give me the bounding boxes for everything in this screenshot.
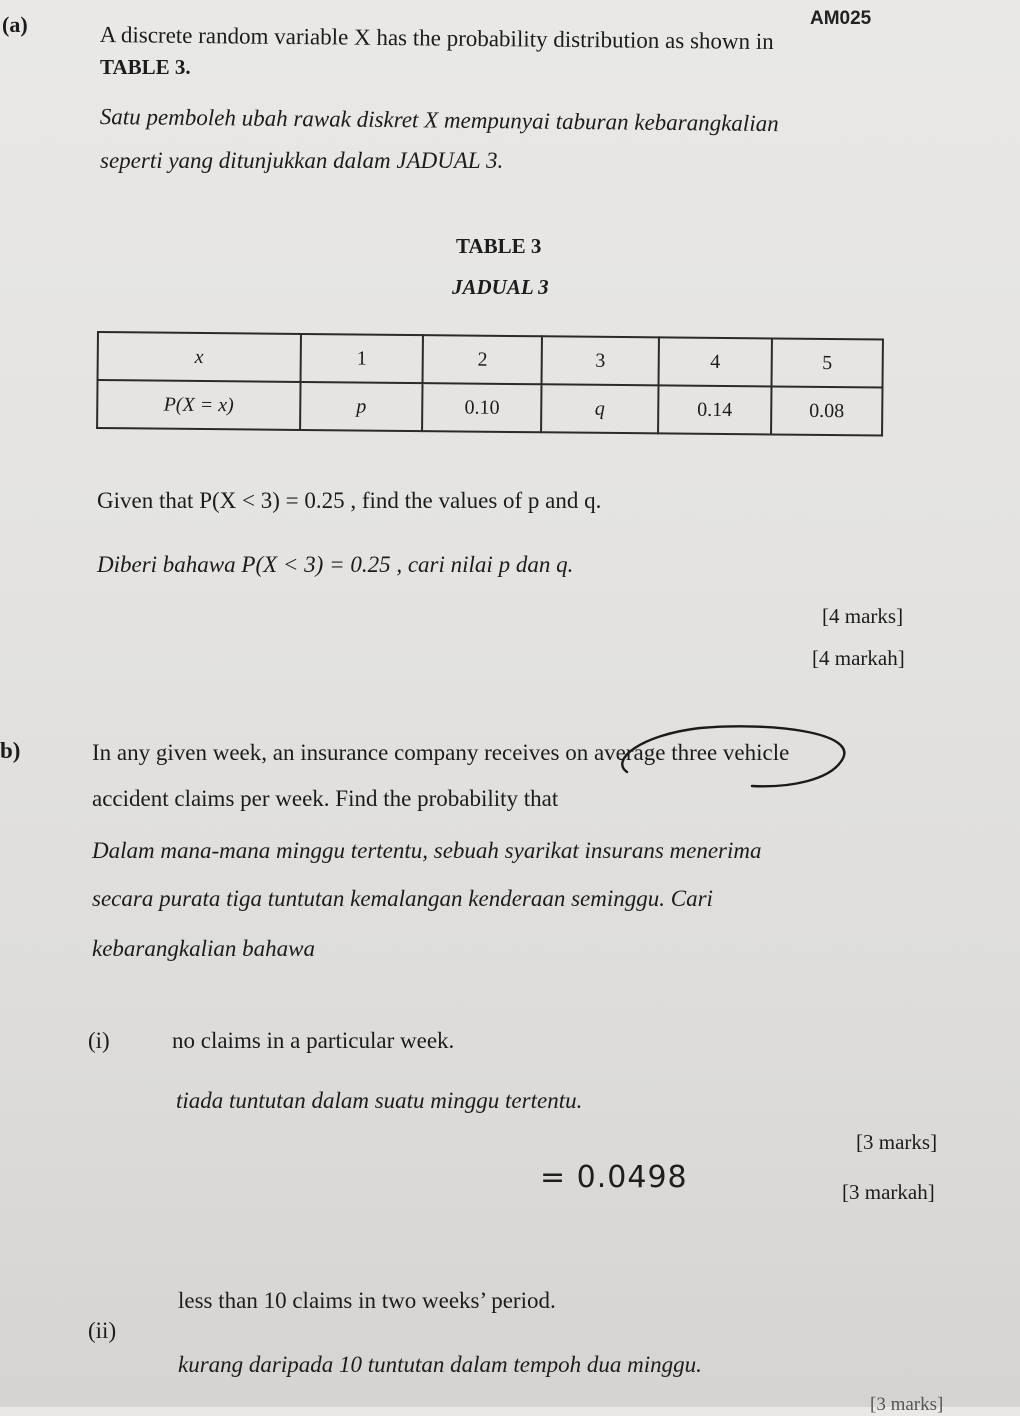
table-cell: 0.10 [422, 383, 541, 432]
part-b-text-en-line1: In any given week, an insurance company receives on average three vehicle [92, 740, 790, 765]
table-cell: 5 [771, 338, 883, 387]
table-cell: 2 [423, 335, 542, 384]
sub-ii-text-ms: kurang daripada 10 tuntutan dalam tempoh dua minggu. [178, 1352, 702, 1377]
part-a-text-ms-line2: seperti yang ditunjukkan dalam JADUAL 3. [100, 148, 504, 173]
part-a-text-en-line2: TABLE 3. [100, 55, 191, 79]
table-cell: p [300, 382, 423, 431]
sub-i-marks-ms: [3 markah] [842, 1180, 935, 1204]
sub-ii-label: (ii) [88, 1318, 117, 1343]
part-a-marks-en: [4 marks] [822, 604, 904, 628]
table-header-x: x [98, 332, 301, 382]
sub-ii-marks: [3 marks] [870, 1394, 944, 1415]
part-a-question-ms: Diberi bahawa P(X < 3) = 0.25 , cari nilai p dan q. [97, 552, 574, 577]
sub-i-label: (i) [88, 1028, 110, 1053]
part-b-text-ms-line1: Dalam mana-mana minggu tertentu, sebuah syarikat insurans menerima [92, 838, 762, 863]
part-b-text-ms-line3: kebarangkalian bahawa [92, 936, 315, 961]
part-b-label: b) [0, 738, 21, 763]
part-a-text-ms-line1: Satu pemboleh ubah rawak diskret X mempunyai taburan kebarangkalian [99, 104, 779, 137]
table-cell: 1 [300, 334, 423, 383]
sub-ii-text-en: less than 10 claims in two weeks’ period. [178, 1288, 556, 1313]
handwritten-answer: = 0.0498 [540, 1160, 688, 1195]
part-a-marks-ms: [4 markah] [812, 646, 905, 670]
table-cell: 4 [658, 337, 771, 386]
part-b-text-ms-line2: secara purata tiga tuntutan kemalangan kenderaan seminggu. Cari [92, 886, 713, 911]
sub-i-marks-en: [3 marks] [856, 1130, 938, 1154]
paper-code: AM025 [810, 8, 872, 29]
table-title-en: TABLE 3 [456, 234, 542, 258]
table-title-ms: JADUAL 3 [452, 275, 549, 299]
table-header-probability: P(X = x) [97, 380, 300, 430]
part-b-text-en-line2: accident claims per week. Find the probability that [92, 786, 559, 811]
sub-i-text-ms: tiada tuntutan dalam suatu minggu tertentu. [176, 1088, 583, 1113]
table-cell: 0.14 [658, 385, 771, 434]
part-a-question-en: Given that P(X < 3) = 0.25 , find the values of p and q. [97, 488, 602, 513]
sub-i-text-en: no claims in a particular week. [172, 1028, 455, 1053]
table-cell: q [541, 384, 658, 433]
part-a-label: (a) [2, 12, 28, 37]
table-cell: 3 [542, 336, 659, 385]
part-a-text-en-line1: A discrete random variable X has the probability distribution as shown in [99, 22, 774, 55]
table-cell: 0.08 [771, 386, 883, 435]
